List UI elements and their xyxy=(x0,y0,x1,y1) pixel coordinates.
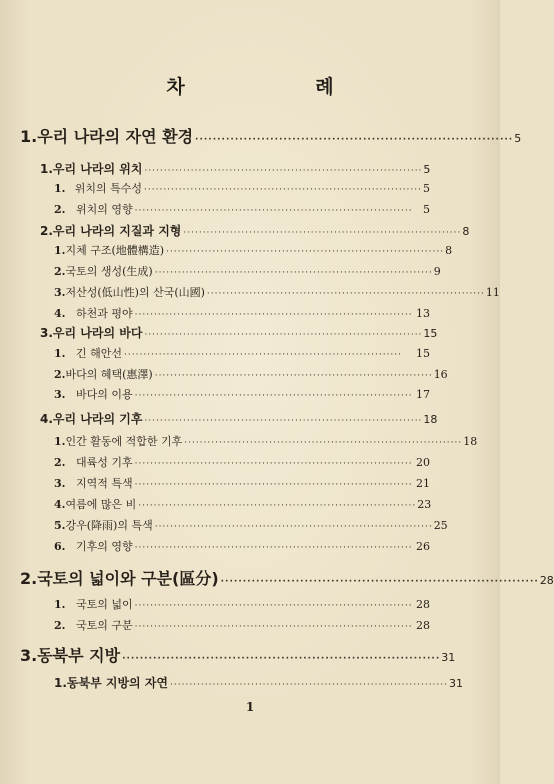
toc-entry-title: 동북부 지방 xyxy=(37,646,121,665)
toc-entry-title: 국토의 생성(生成) xyxy=(65,265,153,278)
toc-entry xyxy=(54,538,430,554)
toc-entry-title: 바다의 혜택(惠澤) xyxy=(65,368,153,381)
toc-leader-dots: ········································································ xyxy=(184,438,463,448)
toc-entry xyxy=(54,433,478,449)
toc-entry xyxy=(54,496,430,512)
toc-entry-number: 2. xyxy=(54,619,66,632)
toc-entry-title: 하천과 평야 xyxy=(76,307,133,320)
toc-entry-number: 4. xyxy=(54,307,66,320)
toc-leader-dots: ········································································ xyxy=(134,310,413,320)
toc-entry-title: 위치의 영향 xyxy=(76,203,133,216)
toc-entry-page: 20 xyxy=(416,456,430,469)
toc-entry xyxy=(54,475,430,491)
toc-leader-dots: ········································································ xyxy=(134,480,413,490)
toc-entry-page: 5 xyxy=(514,132,522,145)
toc-entry xyxy=(54,454,430,470)
toc-leader-dots: ········································································ xyxy=(195,135,514,145)
toc-leader-dots: ········································································ xyxy=(134,601,413,611)
toc-entry-title: 우리 나라의 위치 xyxy=(52,162,143,176)
toc-entry-page: 21 xyxy=(416,477,430,490)
toc-entry-page: 23 xyxy=(417,498,432,511)
toc-leader-dots: ········································································ xyxy=(170,680,448,690)
toc-entry-number: 1. xyxy=(54,244,66,257)
toc-entry-title: 지역적 특색 xyxy=(76,477,133,490)
toc-entry-page: 25 xyxy=(433,519,448,532)
toc-entry xyxy=(54,517,448,533)
toc-entry xyxy=(54,386,430,402)
toc-entry-title: 국토의 구분 xyxy=(76,619,133,632)
toc-entry-page: 5 xyxy=(423,163,431,176)
toc-entry-title: 저산성(低山性)의 산국(山國) xyxy=(65,286,205,299)
toc-entry-page: 8 xyxy=(462,225,470,238)
toc-entry-number: 1. xyxy=(40,162,53,176)
toc-entry-title: 위치의 특수성 xyxy=(74,182,143,195)
toc-entry xyxy=(54,242,453,258)
toc-entry xyxy=(54,596,430,612)
page-number: 1 xyxy=(245,700,255,714)
toc-entry-number: 2. xyxy=(40,224,53,238)
toc-entry-number: 5. xyxy=(54,519,66,532)
toc-leader-dots: ········································································ xyxy=(206,289,485,299)
toc-entry xyxy=(20,124,522,147)
toc-entry-page: 9 xyxy=(433,265,441,278)
toc-leader-dots: ········································································ xyxy=(144,185,422,195)
toc-entry-page: 13 xyxy=(416,307,430,320)
toc-leader-dots: ········································································ xyxy=(144,330,423,340)
toc-entry-number: 1. xyxy=(54,347,66,360)
toc-leader-dots: ········································································ xyxy=(144,166,423,176)
toc-entry-title: 국토의 넓이와 구분(區分) xyxy=(37,569,219,588)
toc-entry-number: 3. xyxy=(54,477,66,490)
page-title: 차 례 xyxy=(166,76,396,98)
toc-leader-dots: ········································································ xyxy=(138,501,417,511)
toc-entry-title: 우리 나라의 지질과 지형 xyxy=(52,224,182,238)
toc-entry-number: 2. xyxy=(54,368,66,381)
toc-entry xyxy=(54,674,463,691)
toc-entry-page: 5 xyxy=(423,203,430,216)
toc-entry-page: 31 xyxy=(441,651,456,664)
toc-entry-page: 15 xyxy=(416,347,430,360)
toc-leader-dots: ········································································ xyxy=(124,350,402,360)
toc-leader-dots: ········································································ xyxy=(134,391,413,401)
toc-entry-page: 18 xyxy=(423,413,438,426)
toc-entry-number: 3. xyxy=(20,646,38,665)
toc-entry-number: 3. xyxy=(54,388,66,401)
toc-entry-title: 여름에 많은 비 xyxy=(65,498,137,511)
toc-entry xyxy=(54,345,430,361)
toc-leader-dots: ········································································ xyxy=(154,371,433,381)
toc-entry-number: 4. xyxy=(40,412,53,426)
toc-leader-dots: ········································································ xyxy=(122,654,441,664)
toc-entry-number: 1. xyxy=(54,435,66,448)
toc-entry-number: 2. xyxy=(54,203,66,216)
toc-entry-page: 28 xyxy=(416,598,430,611)
toc-entry-title: 인간 활동에 적합한 기후 xyxy=(65,435,183,448)
toc-entry-title: 대륙성 기후 xyxy=(76,456,133,469)
toc-entry-number: 2. xyxy=(54,456,66,469)
toc-entry-title: 동북부 지방의 자연 xyxy=(66,676,169,690)
toc-entry xyxy=(54,617,430,633)
toc-entry-page: 26 xyxy=(416,540,430,553)
toc-entry-page: 11 xyxy=(485,286,500,299)
toc-entry-number: 2. xyxy=(54,265,66,278)
toc-entry-title: 우리 나라의 기후 xyxy=(52,412,143,426)
toc-entry-title: 바다의 이용 xyxy=(76,388,133,401)
toc-entry-page: 28 xyxy=(416,619,430,632)
toc-entry-number: 3. xyxy=(40,326,53,340)
toc-leader-dots: ········································································ xyxy=(134,206,413,216)
toc-entry-number: 1. xyxy=(54,676,67,690)
toc-entry xyxy=(40,160,430,177)
toc-entry-title: 우리 나라의 바다 xyxy=(52,326,143,340)
toc-entry xyxy=(54,284,500,300)
toc-leader-dots: ········································································ xyxy=(220,577,539,587)
toc-entry-number: 3. xyxy=(54,286,66,299)
toc-entry-title: 지체 구조(地體構造) xyxy=(65,244,165,257)
toc-entry-page: 28 xyxy=(539,574,554,587)
toc-leader-dots: ········································································ xyxy=(183,228,462,238)
toc-entry xyxy=(54,201,430,217)
toc-leader-dots: ········································································ xyxy=(166,247,445,257)
toc-entry xyxy=(40,410,438,427)
toc-entry-page: 18 xyxy=(463,435,478,448)
toc-entry-title: 국토의 넓이 xyxy=(76,598,133,611)
toc-entry-number: 1. xyxy=(54,182,66,195)
toc-entry xyxy=(54,305,430,321)
toc-leader-dots: ········································································ xyxy=(154,522,433,532)
toc-entry-title: 긴 해안선 xyxy=(76,347,123,360)
toc-entry-number: 2. xyxy=(20,569,38,588)
toc-leader-dots: ········································································ xyxy=(144,416,423,426)
toc-entry-number: 1. xyxy=(20,127,38,146)
toc-entry-title: 강우(降雨)의 특색 xyxy=(65,519,153,532)
toc-entry-page: 5 xyxy=(423,182,430,195)
toc-leader-dots: ········································································ xyxy=(134,459,413,469)
toc-entry xyxy=(54,263,441,279)
toc-entry-page: 16 xyxy=(433,368,448,381)
toc-leader-dots: ········································································ xyxy=(154,268,433,278)
toc-entry-title: 우리 나라의 자연 환경 xyxy=(37,127,194,146)
toc-leader-dots: ········································································ xyxy=(134,622,413,632)
toc-entry-number: 6. xyxy=(54,540,66,553)
toc-entry-number: 4. xyxy=(54,498,66,511)
toc-entry xyxy=(20,643,456,666)
toc-leader-dots: ········································································ xyxy=(134,543,413,553)
toc-entry-page: 15 xyxy=(423,327,438,340)
toc-entry xyxy=(54,366,448,382)
toc-entry xyxy=(20,566,554,589)
toc-entry-title: 기후의 영향 xyxy=(76,540,133,553)
toc-entry xyxy=(40,324,438,341)
toc-entry-page: 8 xyxy=(445,244,453,257)
toc-entry-number: 1. xyxy=(54,598,66,611)
toc-entry-page: 31 xyxy=(449,677,463,690)
toc-entry-page: 17 xyxy=(416,388,430,401)
toc-entry xyxy=(40,222,470,239)
toc-entry xyxy=(54,180,430,196)
